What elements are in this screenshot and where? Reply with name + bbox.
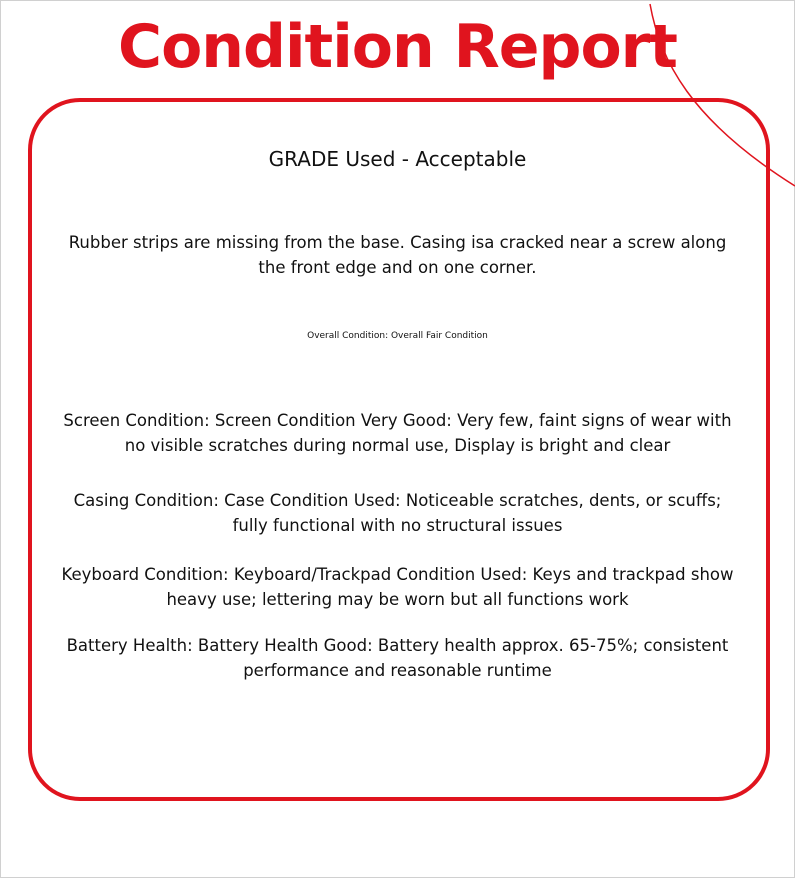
report-title: Condition Report xyxy=(118,12,677,82)
screen-condition: Screen Condition: Screen Condition Very Good: Very few, faint signs of wear with no visible scratches during normal use, Display is bright and clear xyxy=(63,411,732,455)
condition-description: Rubber strips are missing from the base. Casing isa cracked near a screw along the front edge and on one corner. xyxy=(68,233,727,277)
overall-condition: Overall Condition: Overall Fair Condition xyxy=(307,331,488,341)
keyboard-condition: Keyboard Condition: Keyboard/Trackpad Condition Used: Keys and trackpad show heavy use; lettering may be worn but all functions work xyxy=(61,565,734,609)
casing-condition: Casing Condition: Case Condition Used: Noticeable scratches, dents, or scuffs; fully functional with no structural issues xyxy=(73,491,722,535)
grade-label: GRADE Used - Acceptable xyxy=(268,147,527,171)
battery-health: Battery Health: Battery Health Good: Battery health approx. 65-75%; consistent performance and reasonable runtime xyxy=(66,636,729,680)
